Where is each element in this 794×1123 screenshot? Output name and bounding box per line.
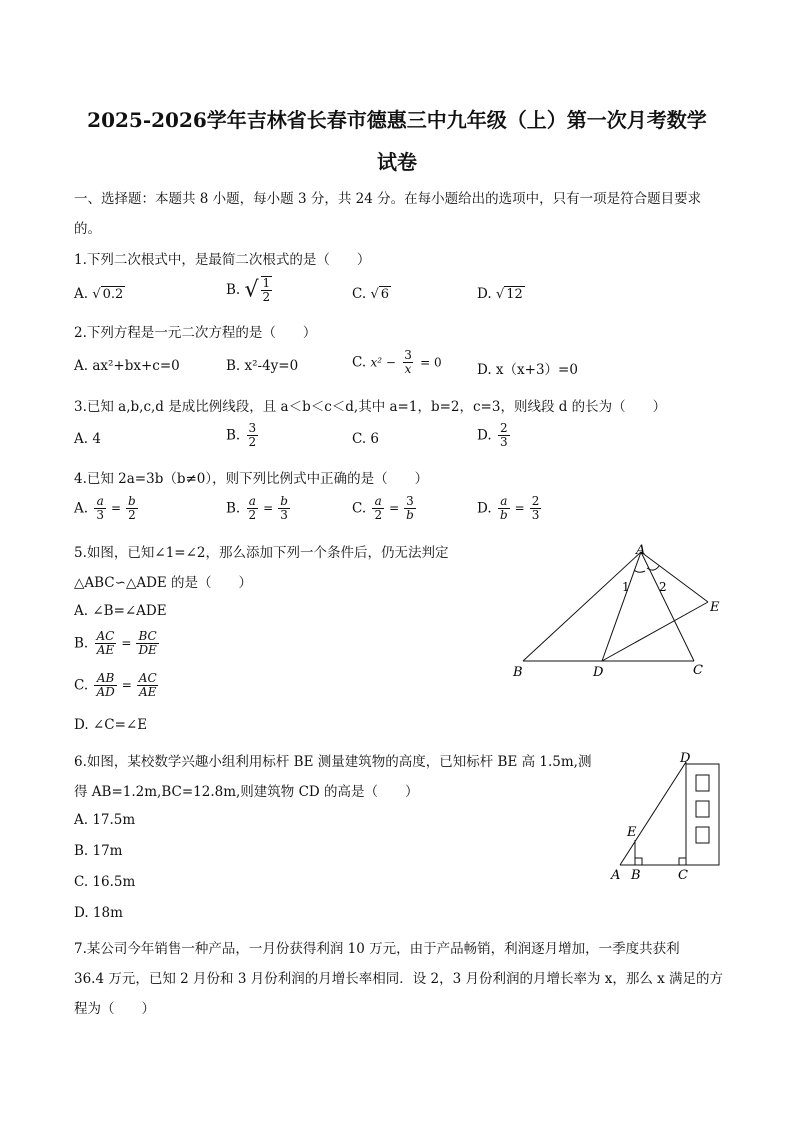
question-1-stem: 1.下列二次根式中，是最简二次根式的是（ ） — [74, 252, 371, 268]
angle-1-arc — [634, 570, 645, 572]
question-6-option-d: D. 18m — [74, 905, 123, 921]
question-3-option-a: A. 4 — [74, 431, 101, 447]
paper-title-line2: 试卷 — [377, 150, 417, 174]
line-a-to-d — [620, 762, 686, 865]
question-3-option-c: C. 6 — [352, 431, 380, 447]
question-4-option-a: A. $\frac{a}{3}$ = $\frac{b}{2}$ — [74, 494, 136, 522]
question-3-option-b: B. $\frac{3}{2}$ — [226, 421, 257, 449]
label-e: E — [710, 600, 720, 615]
label-d: D — [593, 665, 604, 680]
question-5-stem-line1: 5.如图，已知∠1=∠2，那么添加下列一个条件后，仍无法判定 — [74, 545, 449, 561]
question-4-stem: 4.已知 2a=3b（b≠0），则下列比例式中正确的是（ ） — [74, 471, 429, 487]
question-7-stem-line2: 36.4 万元，已知 2 月份和 3 月份利润的月增长率相同．设 2，3 月份利润的月增长率为 x，那么 x 满足的方 — [74, 971, 724, 987]
question-5-stem-line2: △ABC∽△ADE 的是（ ） — [74, 575, 253, 591]
question-3-option-d: D. $\frac{2}{3}$ — [477, 421, 508, 449]
label-b: B — [513, 665, 523, 680]
segment-de — [602, 602, 708, 661]
question-2-option-b: B. x²-4y=0 — [226, 358, 299, 374]
question-1-option-d: D. √ 12 — [477, 286, 523, 302]
question-4-option-d: D. $\frac{a}{b}$ = $\frac{2}{3}$ — [477, 494, 540, 522]
label-a: A — [636, 543, 646, 558]
question-6-stem-line2: 得 AB=1.2m,BC=12.8m,则建筑物 CD 的高是（ ） — [74, 784, 419, 800]
question-3-stem: 3.已知 a,b,c,d 是成比例线段，且 a＜b＜c＜d,其中 a=1，b=2，c=3，则线段 d 的长为（ ） — [74, 399, 667, 415]
question-5-option-a: A. ∠B=∠ADE — [74, 603, 167, 619]
question-5-option-c: C. $\frac{AB}{AD}$ = $\frac{AC}{AE}$ — [74, 671, 157, 699]
window-2 — [696, 801, 709, 817]
label-c: C — [678, 868, 688, 882]
question-7-stem-line3: 程为（ ） — [74, 1001, 155, 1017]
right-angle-b — [635, 858, 642, 865]
label-d: D — [680, 751, 691, 766]
question-2-option-c: C. x² − $\frac{3}{x}$ = 0 — [352, 348, 442, 376]
section-header-line2: 的。 — [74, 221, 101, 237]
segment-ab — [523, 552, 641, 661]
label-angle-2: 2 — [659, 580, 667, 594]
building-outline — [686, 764, 719, 865]
question-6-option-b: B. 17m — [74, 843, 123, 859]
question-5-option-d: D. ∠C=∠E — [74, 717, 148, 733]
question-6-figure — [605, 750, 730, 882]
label-c: C — [693, 663, 703, 678]
question-2-option-a: A. ax²+bx+c=0 — [74, 358, 180, 374]
question-4-option-b: B. $\frac{a}{2}$ = $\frac{b}{3}$ — [226, 494, 288, 522]
question-6-stem-line1: 6.如图，某校数学兴趣小组利用标杆 BE 测量建筑物的高度，已知标杆 BE 高 1.5m,测 — [74, 754, 592, 770]
question-2-stem: 2.下列方程是一元二次方程的是（ ） — [74, 325, 317, 341]
segment-ac — [641, 552, 694, 661]
question-6-option-a: A. 17.5m — [74, 812, 136, 828]
window-1 — [696, 775, 709, 791]
question-5-figure — [505, 540, 735, 685]
question-1-option-b: B. √ $\frac{1}{2}$ — [226, 276, 271, 304]
question-5-option-b: B. $\frac{AC}{AE}$ = $\frac{BC}{DE}$ — [74, 629, 157, 657]
label-angle-1: 1 — [622, 580, 630, 594]
label-a: A — [611, 868, 621, 882]
question-2-option-d: D. x（x+3）=0 — [477, 362, 578, 378]
question-1-option-c: C. √ 6 — [352, 286, 390, 302]
label-b: B — [631, 868, 641, 882]
window-3 — [696, 827, 709, 843]
question-1-option-a: A. √ 0.2 — [74, 286, 124, 302]
right-angle-c — [679, 858, 686, 865]
section-header-line1: 一、选择题：本题共 8 小题，每小题 3 分，共 24 分。在每小题给出的选项中，只有一项是符合题目要求 — [74, 191, 702, 207]
paper-title-line1: 2025-2026学年吉林省长春市德惠三中九年级（上）第一次月考数学 — [87, 108, 707, 132]
question-7-stem-line1: 7.某公司今年销售一种产品，一月份获得利润 10 万元，由于产品畅销，利润逐月增加，一季度共获利 — [74, 941, 680, 957]
segment-ad — [602, 552, 641, 661]
question-6-option-c: C. 16.5m — [74, 874, 136, 890]
label-e: E — [627, 825, 637, 840]
question-4-option-c: C. $\frac{a}{2}$ = $\frac{3}{b}$ — [352, 494, 414, 522]
segment-ae — [641, 552, 708, 602]
